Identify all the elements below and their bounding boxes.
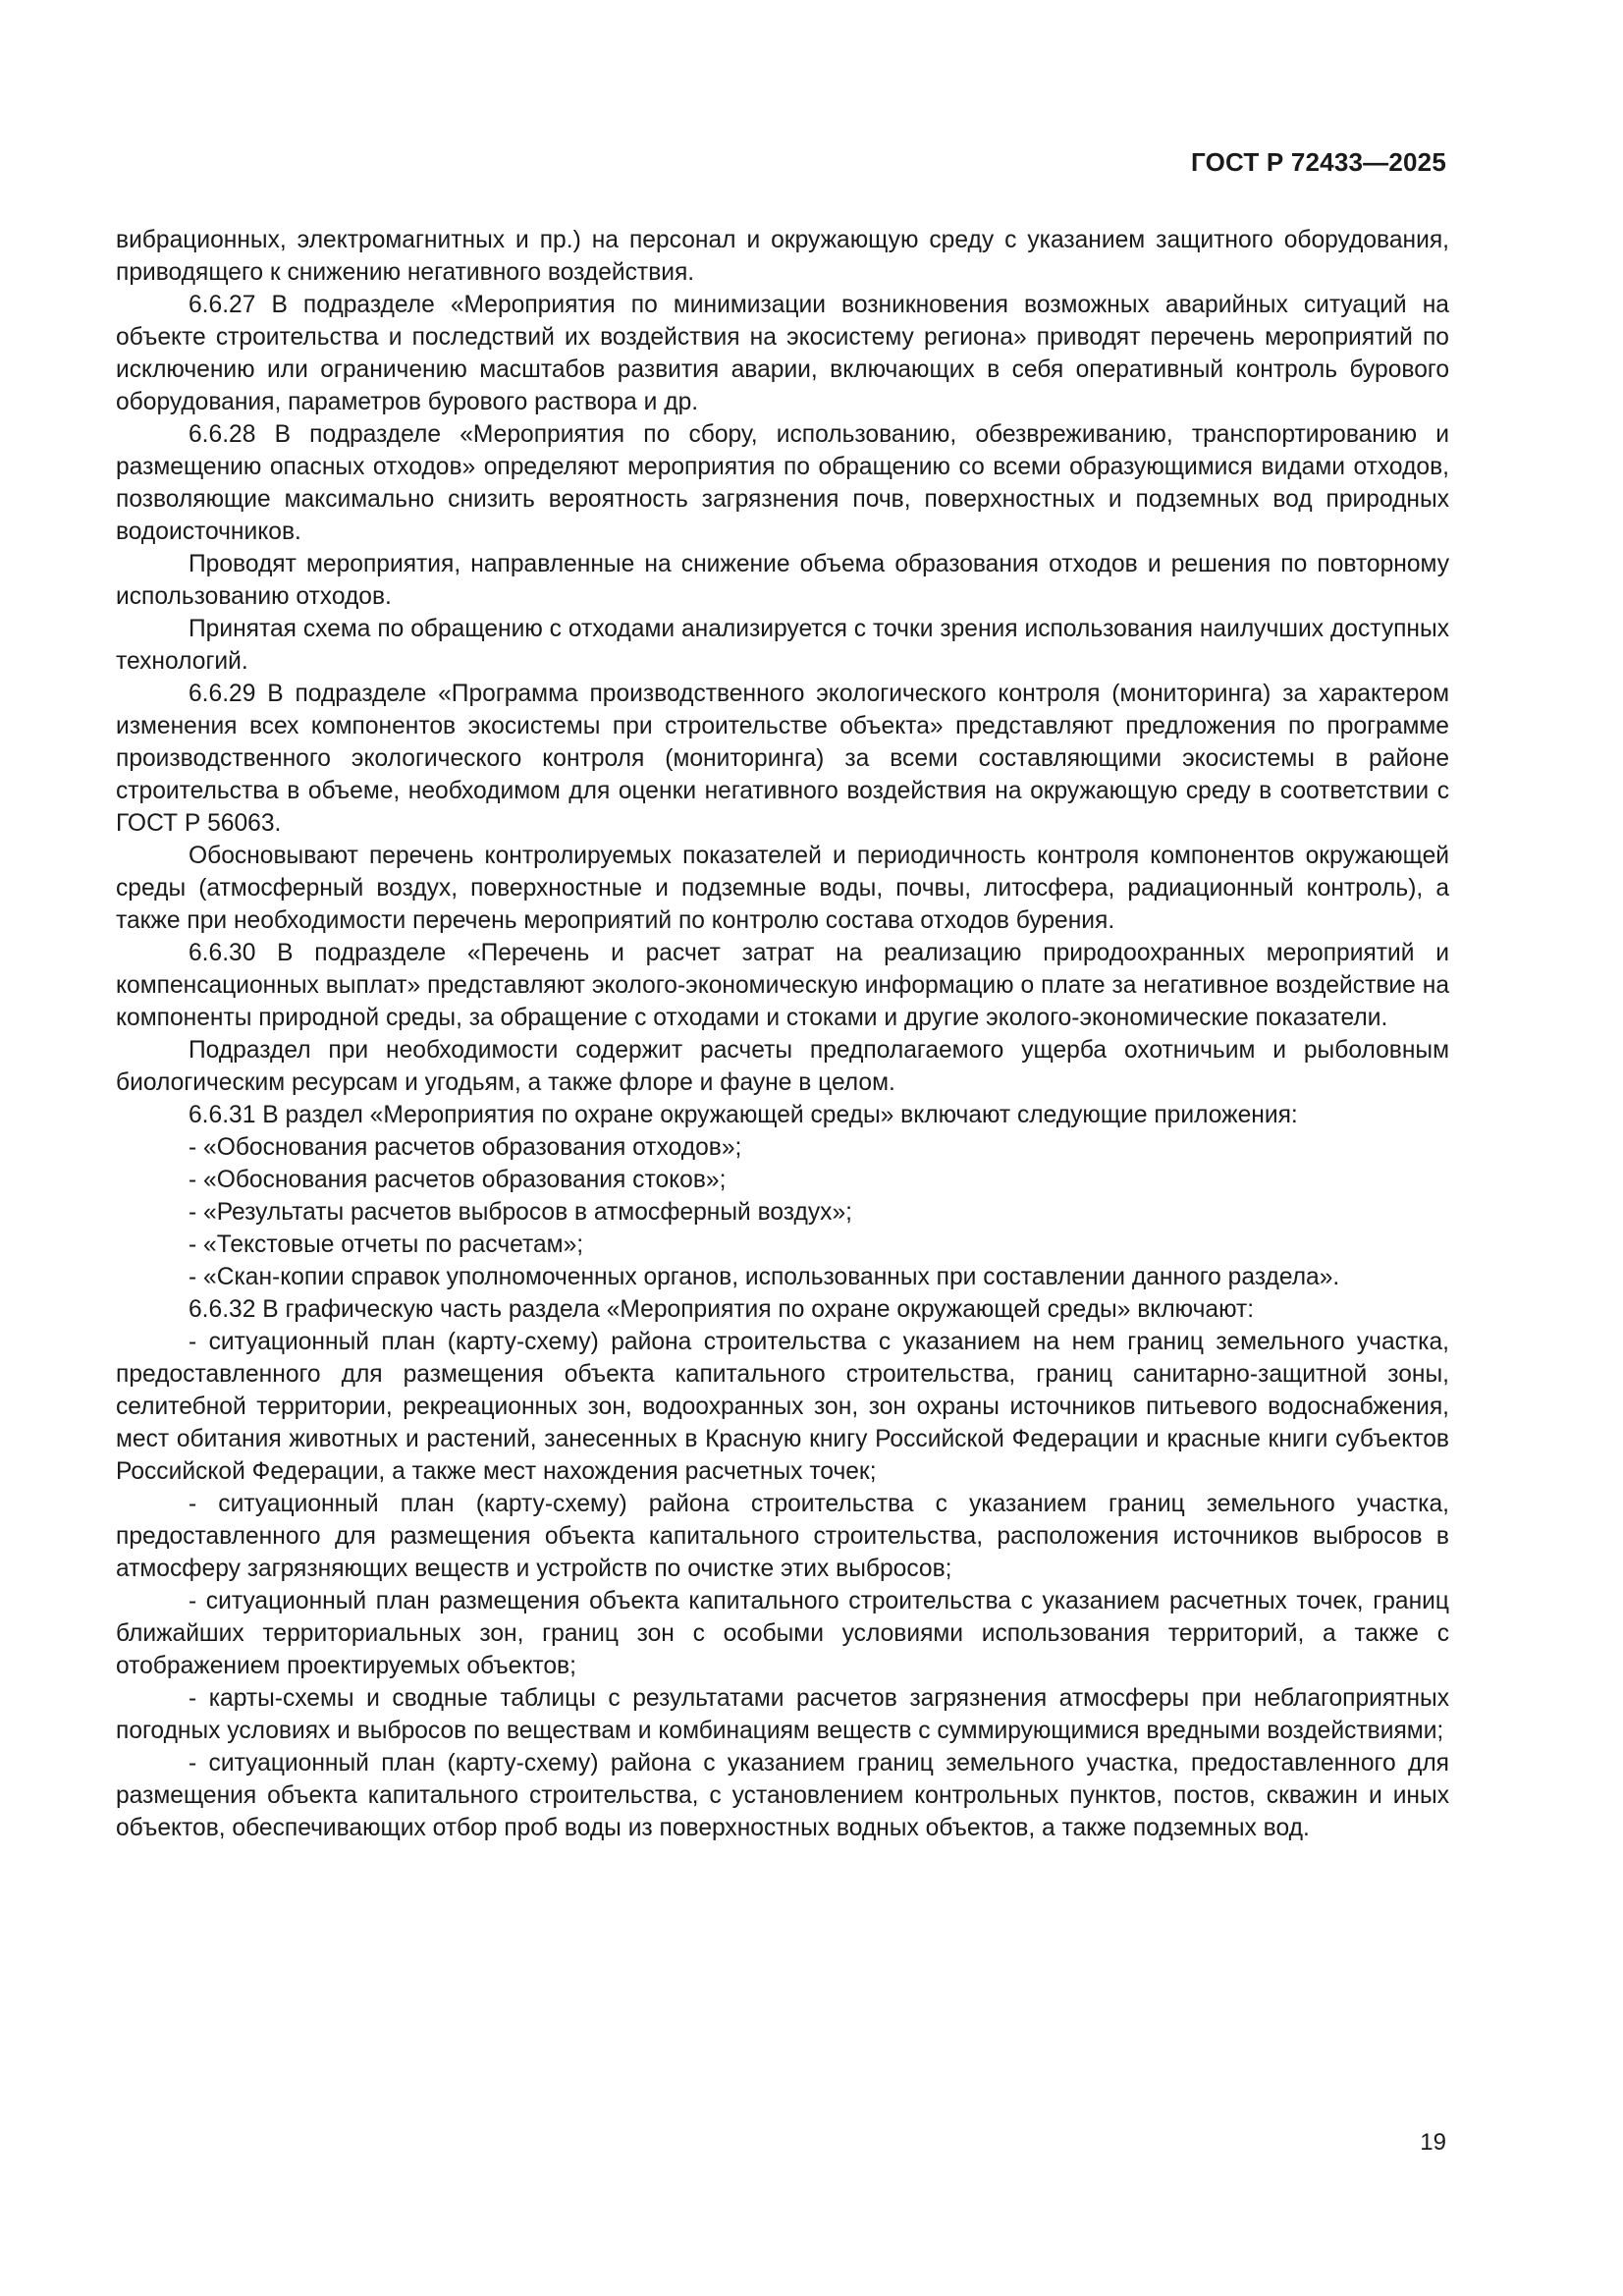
paragraph: вибрационных, электромагнитных и пр.) на персонал и окружающую среду с указанием защитного оборудования, приводящего к снижению негативного воздействия.: [116, 227, 1449, 286]
paragraph-6-6-32: 6.6.32 В графическую часть раздела «Мероприятия по охране окружающей среды» включают:: [189, 1296, 1255, 1323]
list-item: - ситуационный план размещения объекта капитального строительства с указанием расчетных точек, границ ближайших территориальных зон, границ зон с особыми условиями использования территорий, а также с отображением проектируемых объектов;: [116, 1588, 1449, 1679]
list-item: - «Обоснования расчетов образования отходов»;: [189, 1134, 742, 1161]
paragraph: Обосновывают перечень контролируемых показателей и периодичность контроля компонентов окружающей среды (атмосферный воздух, поверхностные и подземные воды, почвы, литосфера, радиационный контроль), а также при необходимости перечень мероприятий по контролю состава отходов бурения.: [116, 843, 1449, 934]
list-item: - карты-схемы и сводные таблицы с результатами расчетов загрязнения атмосферы при неблагоприятных погодных условиях и выбросов по веществам и комбинациям веществ с суммирующимися вредными воздействиями;: [116, 1685, 1449, 1744]
paragraph-6-6-30: 6.6.30 В подразделе «Перечень и расчет затрат на реализацию природоохранных мероприятий и компенсационных выплат» представляют эколого-экономическую информацию о плате за негативное воздействие на компоненты природной среды, за обращение с отходами и стоками и другие эколого-экономические показатели.: [116, 940, 1449, 1031]
paragraph-6-6-31: 6.6.31 В раздел «Мероприятия по охране окружающей среды» включают следующие приложения:: [189, 1102, 1298, 1128]
document-body: [116, 224, 1449, 1844]
page-number: 19: [1420, 2129, 1446, 2156]
list-item: - «Скан-копии справок уполномоченных органов, использованных при составлении данного раздела».: [189, 1264, 1340, 1290]
list-item: - ситуационный план (карту-схему) района с указанием границ земельного участка, предоставленного для размещения объекта капитального строительства, с установлением контрольных пунктов, постов, скважин и иных объектов, обеспечивающих отбор проб воды из поверхностных водных объектов, а также подземных вод.: [116, 1750, 1449, 1841]
paragraph: Принятая схема по обращению с отходами анализируется с точки зрения использования наилучших доступных технологий.: [116, 616, 1449, 675]
list-item: - ситуационный план (карту-схему) района строительства с указанием на нем границ земельного участка, предоставленного для размещения объекта капитального строительства, границ санитарно-защитной зоны, селитебной территории, рекреационных зон, водоохранных зон, зон охраны источников питьевого водоснабжения, мест обитания животных и растений, занесенных в Красную книгу Российской Федерации и красные книги субъектов Российской Федерации, а также мест нахождения расчетных точек;: [116, 1329, 1449, 1485]
paragraph: Подраздел при необходимости содержит расчеты предполагаемого ущерба охотничьим и рыболовным биологическим ресурсам и угодьям, а также флоре и фауне в целом.: [116, 1037, 1449, 1096]
paragraph-6-6-29: 6.6.29 В подразделе «Программа производственного экологического контроля (мониторинга) за характером изменения всех компонентов экосистемы при строительстве объекта» представляют предложения по программе производственного экологического контроля (мониторинга) за всеми составляющими экосистемы в районе строительства в объеме, необходимом для оценки негативного воздействия на окружающую среду в соответствии с ГОСТ Р 56063.: [116, 681, 1449, 837]
list-item: - «Обоснования расчетов образования стоков»;: [189, 1167, 727, 1193]
paragraph: Проводят мероприятия, направленные на снижение объема образования отходов и решения по повторному использованию отходов.: [116, 551, 1449, 610]
list-item: - ситуационный план (карту-схему) района строительства с указанием границ земельного участка, предоставленного для размещения объекта капитального строительства, расположения источников выбросов в атмосферу загрязняющих веществ и устройств по очистке этих выбросов;: [116, 1491, 1449, 1582]
paragraph-6-6-27: 6.6.27 В подразделе «Мероприятия по минимизации возникновения возможных аварийных ситуаций на объекте строительства и последствий их воздействия на экосистему региона» приводят перечень мероприятий по исключению или ограничению масштабов развития аварии, включающих в себя оперативный контроль бурового оборудования, параметров бурового раствора и др.: [116, 292, 1449, 415]
list-item: - «Текстовые отчеты по расчетам»;: [189, 1231, 584, 1258]
paragraph-6-6-28: 6.6.28 В подразделе «Мероприятия по сбору, использованию, обезвреживанию, транспортированию и размещению опасных отходов» определяют мероприятия по обращению со всеми образующимися видами отходов, позволяющие максимально снизить вероятность загрязнения почв, поверхностных и подземных вод природных водоисточников.: [116, 421, 1449, 545]
list-item: - «Результаты расчетов выбросов в атмосферный воздух»;: [189, 1199, 852, 1226]
standard-code-header: ГОСТ Р 72433—2025: [1191, 147, 1446, 177]
